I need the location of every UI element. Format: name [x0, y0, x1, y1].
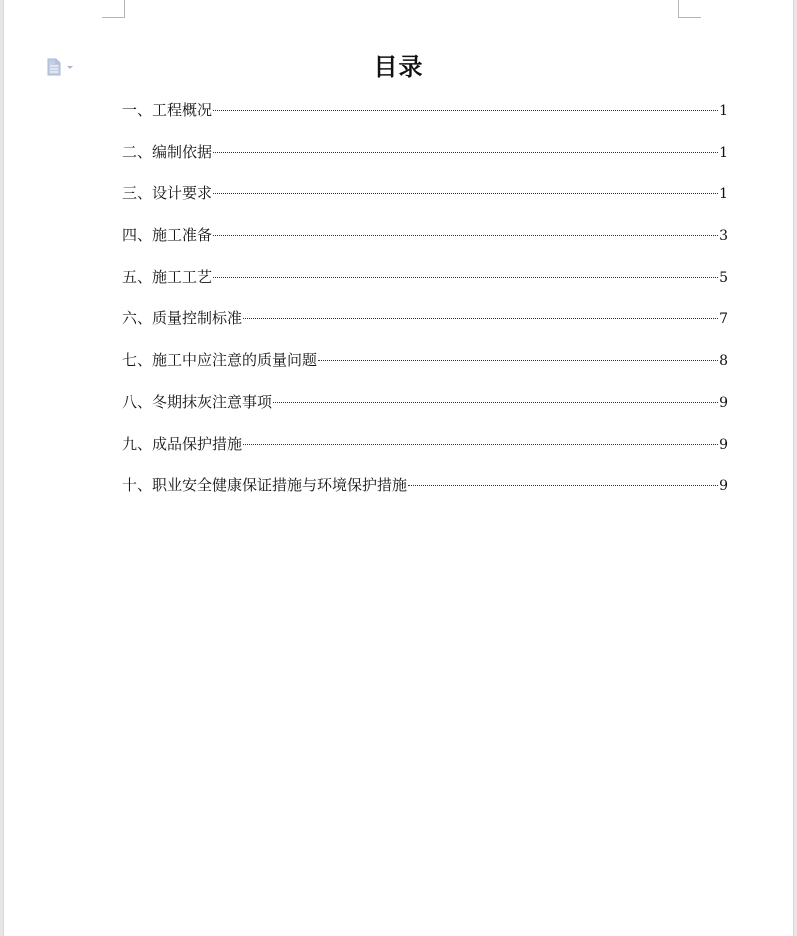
- toc-entry-text: 五、施工工艺: [122, 267, 213, 286]
- toc-entry-page-number: 1: [719, 186, 728, 203]
- toc-entry[interactable]: [122, 430, 728, 472]
- toc-dot-leader: [243, 318, 718, 319]
- toc-entry[interactable]: [122, 471, 728, 513]
- toc-dot-leader: [213, 235, 718, 236]
- toc-entry[interactable]: [122, 179, 728, 221]
- toc-entry-page-number: 1: [719, 144, 728, 161]
- toc-entry[interactable]: [122, 388, 728, 430]
- toc-entry-page-number: 9: [719, 478, 728, 495]
- toc-entry[interactable]: [122, 96, 728, 138]
- table-of-contents: [122, 96, 728, 513]
- toc-dot-leader: [213, 152, 718, 153]
- toc-entry-page-number: 9: [719, 436, 728, 453]
- toc-dot-leader: [318, 360, 718, 361]
- toc-title: 目录: [373, 52, 424, 81]
- margin-crop-mark-right: [678, 0, 701, 18]
- toc-entry-page-number: 5: [719, 269, 728, 286]
- toc-entry-page-number: 7: [719, 311, 728, 328]
- toc-dot-leader: [243, 444, 718, 445]
- toc-entry-text: 十、职业安全健康保证措施与环境保护措施: [122, 476, 408, 495]
- toc-dot-leader: [213, 193, 718, 194]
- toc-entry[interactable]: [122, 304, 728, 346]
- toc-dot-leader: [408, 485, 718, 486]
- toc-entry-text: 九、成品保护措施: [122, 434, 243, 453]
- document-page: [3, 0, 794, 936]
- toc-entry-page-number: 9: [719, 394, 728, 411]
- toc-entry-text: 七、施工中应注意的质量问题: [122, 351, 318, 370]
- toc-dot-leader: [273, 402, 718, 403]
- toc-entry[interactable]: [122, 138, 728, 180]
- toc-entry-text: 六、质量控制标准: [122, 309, 243, 328]
- toc-entry-page-number: 1: [719, 103, 728, 119]
- toc-entry-text: 八、冬期抹灰注意事项: [122, 392, 273, 411]
- toc-entry[interactable]: [122, 346, 728, 388]
- toc-entry[interactable]: [122, 221, 728, 263]
- margin-crop-mark-left: [102, 0, 125, 18]
- toc-entry-page-number: 3: [719, 228, 728, 245]
- toc-entry-text: 三、设计要求: [122, 184, 213, 203]
- toc-dot-leader: [213, 110, 718, 111]
- toc-dot-leader: [213, 277, 718, 278]
- toc-entry-page-number: 8: [719, 353, 728, 370]
- toc-entry-text: 一、工程概况: [122, 101, 213, 119]
- toc-entry-text: 四、施工准备: [122, 226, 213, 245]
- toc-entry-text: 二、编制依据: [122, 142, 213, 161]
- toc-entry[interactable]: [122, 263, 728, 305]
